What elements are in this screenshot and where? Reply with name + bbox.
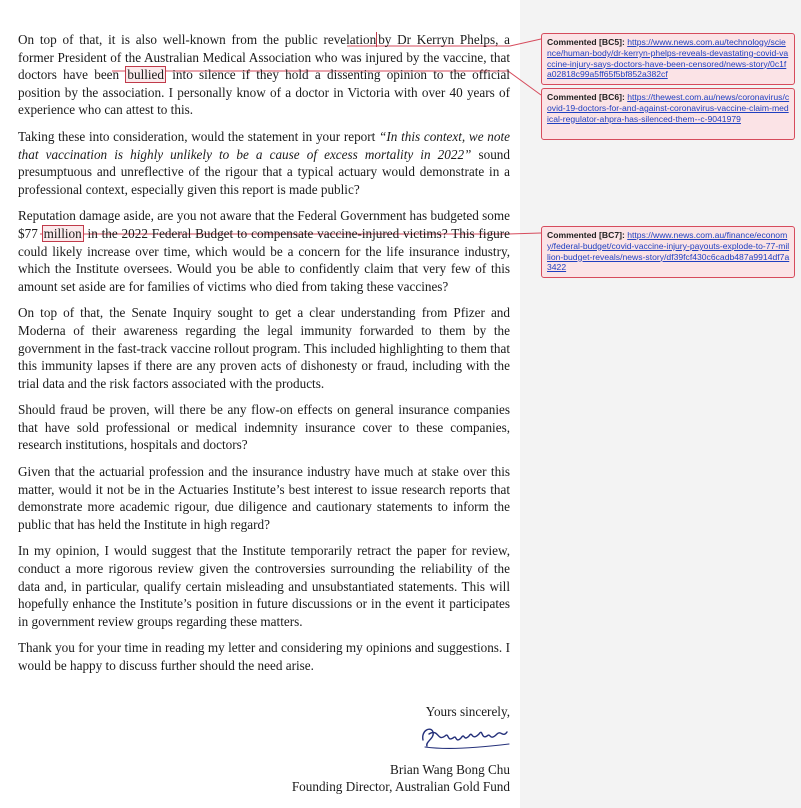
comment-anchor-bc7[interactable]: million	[43, 225, 82, 241]
comment-link[interactable]: https://thewest.com.au/news/coronavirus/covid-19-doctors-for-and-against-coronavirus-vaccine-claim-medical-regulator-ahpra-has-silenced-them--c-9041979	[547, 92, 790, 124]
paragraph-4: On top of that, the Senate Inquiry sought to get a clear understanding from Pfizer and Moderna of their awareness regarding the legal immunity forwarded to them by the government in the fast-track vaccine rollout program. This included highlighting to them that this immunity lapses if there are any proven acts of dishonesty or fraud, including with the trial data and the risk factors associated with the products.	[18, 305, 510, 391]
paragraph-2-text-a: Taking these into consideration, would the statement in your report	[18, 128, 380, 144]
paragraph-7: In my opinion, I would suggest that the Institute temporarily retract the paper for review, conduct a more rigorous review given the controversies surrounding the reliability of the data and, in particular, qualify certain misleading and unsubstantiated statements. This will hopefully enhance the Institute’s position in future discussions or in the event it participates in government review groups regarding these matters.	[18, 543, 510, 629]
paragraph-2	[18, 128, 510, 198]
paragraph-3	[18, 207, 510, 295]
signatory-name: Brian Wang Bong Chu	[390, 762, 510, 777]
paragraph-1-text-a: On top of that, it is also well-known from the public revelation	[18, 32, 377, 47]
letter-body	[18, 31, 510, 684]
signatory-title: Founding Director, Australian Gold Fund	[291, 779, 510, 794]
report-quote: “In this context, we note that vaccination is highly unlikely to be a cause of excess mortality in 2022”	[18, 128, 510, 162]
comment-anchor-bc5[interactable]: by Dr Kerryn Phelps, a former President of the Australian Medical Association who was injured by the vaccine, that doctors have been	[18, 32, 510, 83]
comment-label: Commented [BC6]:	[547, 92, 625, 102]
paragraph-6: Given that the actuarial profession and the insurance industry have much at stake over this matter, would it not be in the Actuaries Institute’s best interest to issue research reports that demonstrate more academic rigour, due diligence and cautionary statements to inform the public that has held the Institute in high regard?	[18, 464, 510, 532]
comment-label: Commented [BC5]:	[547, 37, 625, 47]
paragraph-3-text-c: in the 2022 Federal Budget to compensate vaccine-injured victims? This figure could likely increase over time, which would be a concern for the life insurance industry, which the Institute oversees. Would you be able to confidently claim that very few of this amount set aside are for families of victims who died from taking these vaccines?	[18, 225, 511, 294]
paragraph-1	[18, 31, 510, 119]
signature-image	[417, 720, 513, 756]
paragraph-3-text-a: Reputation damage aside, are you not aware that the Federal Government has budgeted some $77	[18, 208, 510, 241]
comment-link[interactable]: https://www.news.com.au/technology/science/human-body/dr-kerryn-phelps-reveals-devastating-covid-vaccine-injury-says-doctors-have-been-censored/news-story/0c1fa02818c99a5ff65f5bf852a382cf	[547, 37, 789, 80]
comment-bc5[interactable]	[541, 33, 795, 85]
closing-salutation: Yours sincerely,	[425, 704, 510, 719]
comment-anchor-bc6[interactable]: bullied	[127, 67, 165, 83]
paragraph-5: Should fraud be proven, will there be any flow-on effects on general insurance companies that have sold professional or medical indemnity insurance cover to these companies, research institutions, hospitals and doctors?	[18, 402, 510, 453]
comment-link[interactable]: https://www.news.com.au/finance/economy/federal-budget/covid-vaccine-injury-payouts-explode-to-77-million-budget-reveals/news-story/df39fcf430c6cadb487a9914df7a3422	[547, 230, 790, 273]
comment-label: Commented [BC7]:	[547, 230, 625, 240]
paragraph-1-text-d: into silence if they hold a dissenting opinion to the official position by the association. I personally know of a doctor in Victoria with over 40 years of experience who can attest to this.	[18, 67, 510, 118]
comment-bc6[interactable]	[541, 88, 795, 140]
handwritten-signature-icon	[417, 720, 513, 752]
comment-bc7[interactable]	[541, 226, 795, 278]
paragraph-8: Thank you for your time in reading my letter and considering my opinions and suggestions. I would be happy to discuss further should the need arise.	[18, 640, 510, 673]
paragraph-2-text-b: sound presumptuous and unreflective of the rigour that a typical actuary would demonstrate in a professional context, especially given this report is made public?	[18, 146, 510, 197]
